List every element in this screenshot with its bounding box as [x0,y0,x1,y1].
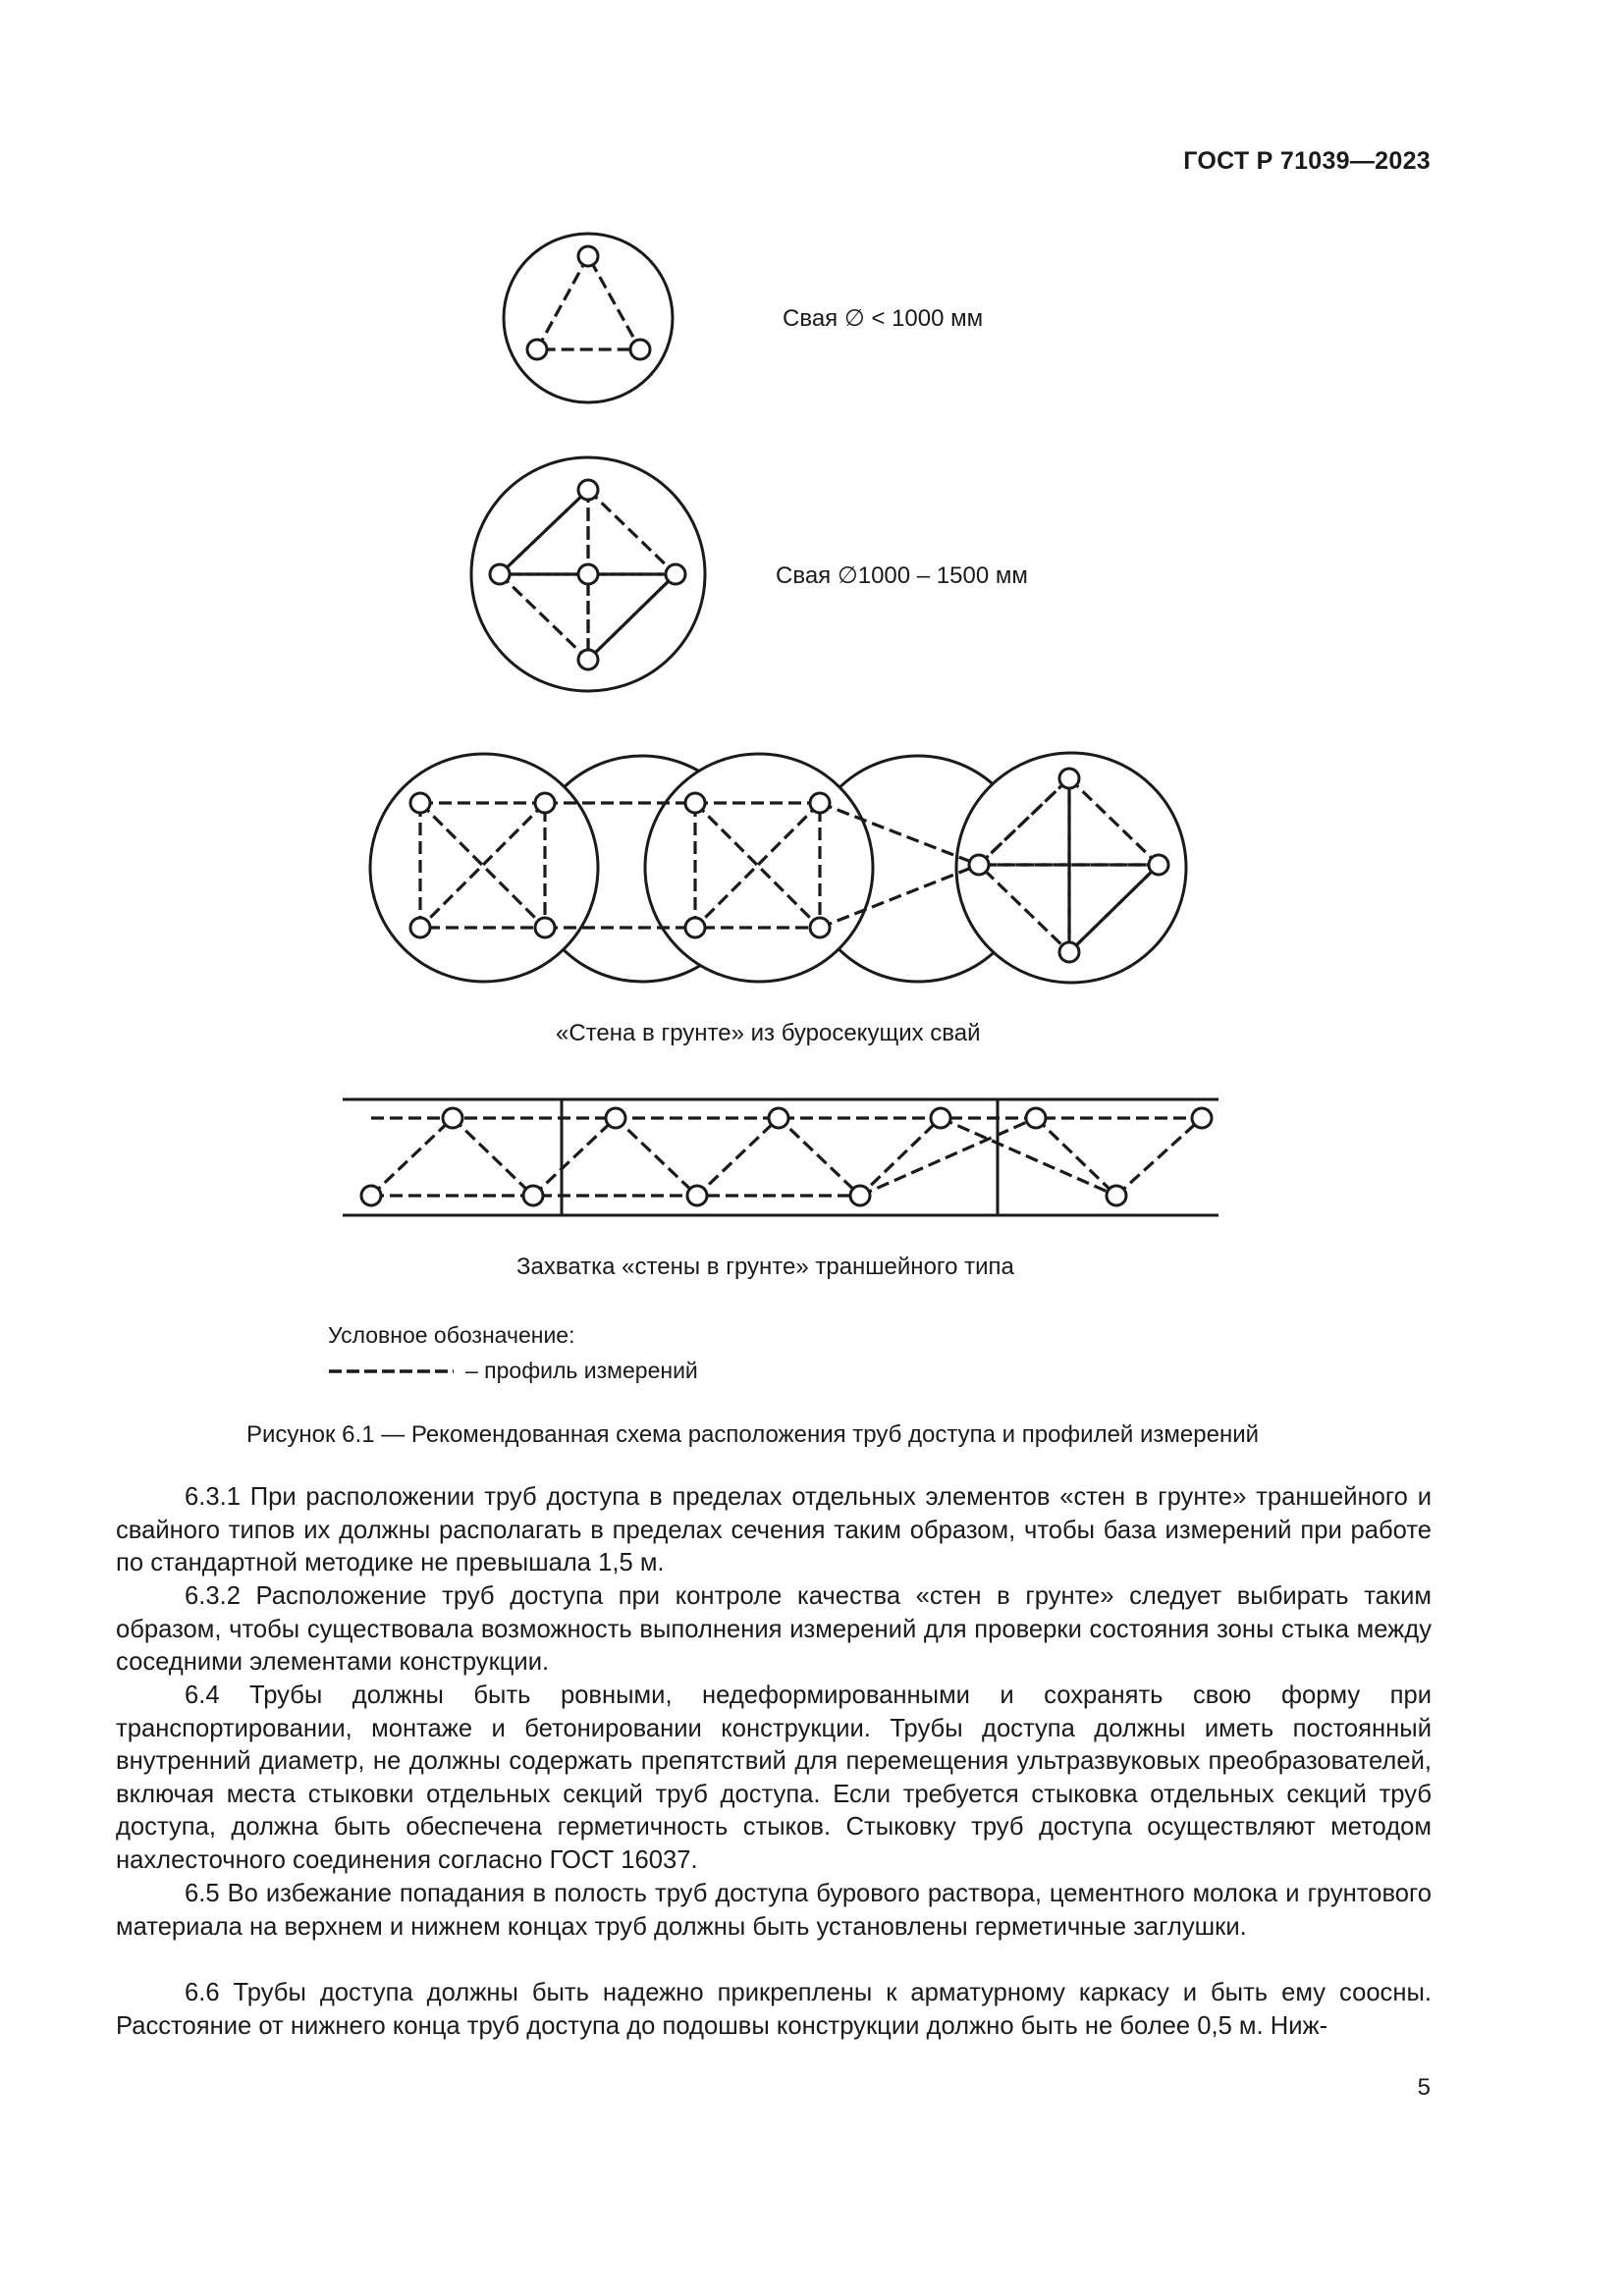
document-header: ГОСТ Р 71039—2023 [1183,147,1431,175]
access-tube-marker [1059,942,1079,962]
access-tube-marker [490,564,510,584]
access-tube-marker [1192,1108,1212,1128]
access-tube-marker [523,1186,543,1205]
access-tube-marker [1107,1186,1126,1205]
figure-caption: Рисунок 6.1 — Рекомендованная схема расположения труб доступа и профилей измерений [246,1421,1260,1448]
access-tube-marker [527,340,547,359]
access-tube-marker [578,650,598,669]
access-tube-marker [969,855,989,875]
access-tubes [361,246,1212,1205]
label-pile-small: Свая ∅ < 1000 мм [783,305,984,332]
access-tube-marker [1059,769,1079,788]
access-tube-marker [606,1108,625,1128]
access-tube-marker [578,564,598,584]
access-tube-marker [410,918,430,937]
access-tube-marker [931,1108,950,1128]
label-trench-wall: Захватка «стены в грунте» траншейного типа [516,1254,1014,1280]
label-secant-pile-wall: «Стена в грунте» из буросекущих свай [556,1020,981,1046]
access-tube-marker [578,480,598,500]
page-number: 5 [1417,2074,1431,2101]
secant-pile-front-1 [370,754,598,982]
access-tube-marker [410,793,430,813]
paragraph: 6.3.1 При расположении труб доступа в пределах отдельных элементов «стен в грунте» траншейного и свайного типов их должны располагать в пределах сечения таким образом, чтобы база измерений при работе по стандартной методике не превышала 1,5 м. [116,1483,1432,1577]
access-tube-marker [666,564,685,584]
access-tube-marker [535,793,555,813]
access-tube-marker [850,1186,870,1205]
access-tube-marker [361,1186,381,1205]
access-tube-marker [630,340,650,359]
access-tube-marker [1026,1108,1046,1128]
access-tube-marker [685,793,705,813]
access-tube-marker [1149,855,1168,875]
access-tube-marker [685,918,705,937]
secant-pile-front-2 [645,754,873,982]
access-tube-marker [535,918,555,937]
paragraph: 6.4 Трубы должны быть ровными, недеформированными и сохранять свою форму при транспортировании, монтаже и бетонировании конструкции. Трубы доступа должны иметь постоянный внутренний диаметр, не должны содержать препятствий для перемещения ультразвуковых преобразователей, включая места стыковки отдельных секций труб доступа. Если требуется стыковка отдельных секций труб доступа, должна быть обеспечена герметичность стыков. Стыковку труб доступа осуществляют методом нахлесточного соединения согласно ГОСТ 16037. [116,1682,1432,1874]
paragraph: 6.5 Во избежание попадания в полость труб доступа бурового раствора, цементного молока и грунтового материала на верхнем и нижнем концах труб должны быть установлены герметичные заглушки. [116,1880,1432,1941]
label-pile-large: Свая ∅1000 – 1500 мм [776,562,1028,589]
access-tube-marker [687,1186,707,1205]
access-tube-marker [810,793,830,813]
access-tube-marker [810,918,830,937]
legend-title: Условное обозначение: [328,1322,575,1348]
legend-item-profile: – профиль измерений [465,1358,698,1383]
access-tube-marker [443,1108,462,1128]
paragraph: 6.3.2 Расположение труб доступа при контроле качества «стен в грунте» следует выбирать таким образом, чтобы существовала возможность выполнения измерений для проверки состояния зоны стыка между соседними элементами конструкции. [116,1582,1432,1677]
access-tube-marker [578,246,598,266]
access-tube-marker [769,1108,788,1128]
paragraph: 6.6 Трубы доступа должны быть надежно прикреплены к арматурному каркасу и быть ему соосны. Расстояние от нижнего конца труб доступа до подошвы конструкции должно быть не более 0,5 м. Ниж- [116,1979,1432,2040]
